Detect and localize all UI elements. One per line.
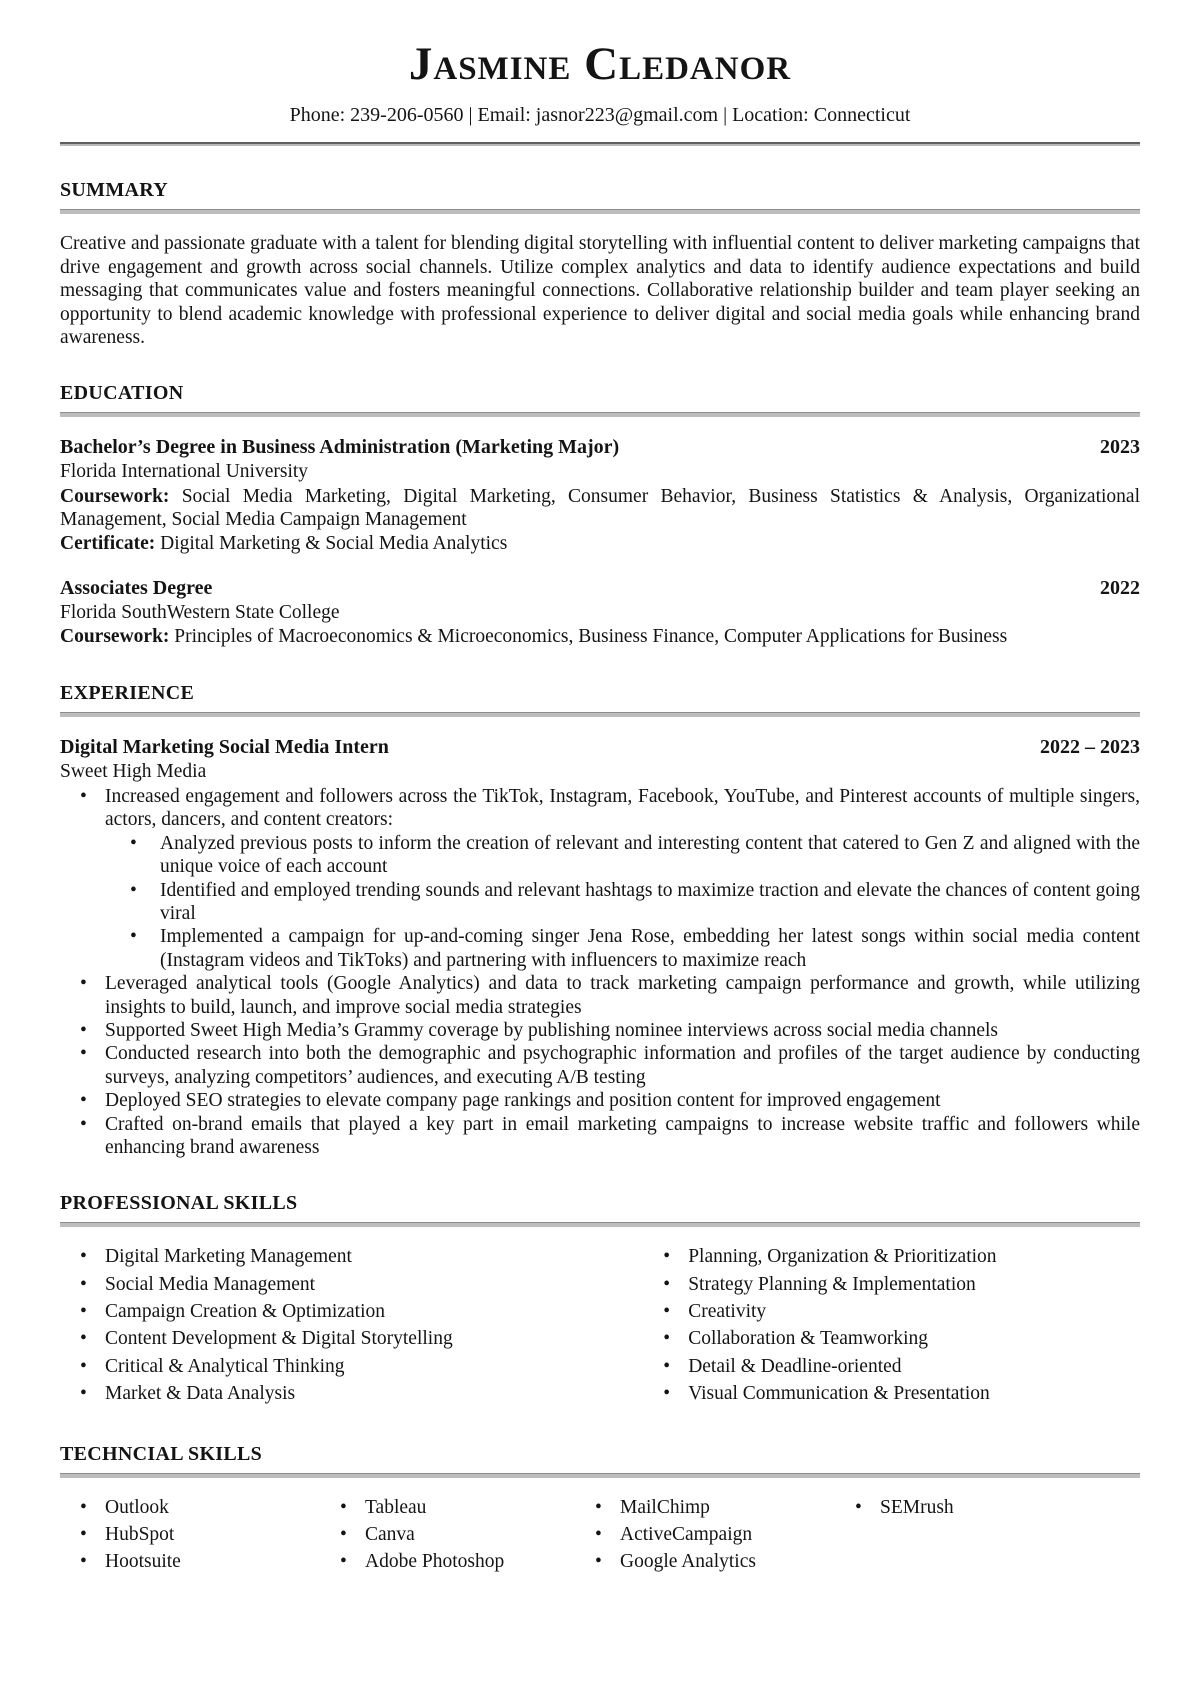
skill-item: • MailChimp: [575, 1496, 835, 1519]
summary-section: [60, 178, 1140, 349]
coursework-line: [60, 625, 1140, 648]
experience-bullet-list: [60, 785, 1140, 1159]
education-heading: EDUCATION: [60, 382, 184, 405]
experience-bullet: • Leveraged analytical tools (Google Analytics) and data to track marketing campaign performance and growth, while utilizing insights to build, launch, and improve social media strategies: [60, 972, 1140, 1019]
experience-sub-bullet: • Identified and employed trending sounds and relevant hashtags to maximize traction and elevate the chances of content going viral: [105, 879, 1140, 926]
skill-item: • Canva: [320, 1523, 575, 1546]
skill-item: • Adobe Photoshop: [320, 1550, 575, 1573]
school-name: Florida SouthWestern State College: [60, 601, 340, 623]
experience-bullet: • Supported Sweet High Media’s Grammy coverage by publishing nominee interviews across social media channels: [60, 1019, 1140, 1042]
skill-item: • Content Development & Digital Storytelling: [60, 1327, 643, 1350]
professional-skills-right-list: [643, 1245, 1140, 1405]
skill-item: • Social Media Management: [60, 1273, 643, 1296]
technical-skills-heading: TECHNCIAL SKILLS: [60, 1442, 263, 1465]
education-entry: [60, 576, 1140, 649]
job-dates: 2022 – 2023: [1040, 735, 1140, 758]
experience-bullet: • Increased engagement and followers across the TikTok, Instagram, Facebook, YouTube, and Pinterest accounts of multiple singers, actors, dancers, and content creators: • Analyzed previous posts to inform the creation of relevant and interesting content that catered to Gen Z and aligned with the unique voice of each account • Identified and employed trending sounds and relevant hashtags to maximize traction and elevate the chances of content going viral • Implemented a campaign for up-and-coming singer Jena Rose, embedding her latest songs within social media content (Instagram videos and TikToks) and partnering with influencers to maximize reach: [60, 785, 1140, 972]
certificate-label: Certificate:: [60, 533, 156, 555]
skill-item: • Detail & Deadline-oriented: [643, 1355, 1140, 1378]
header-divider: [60, 142, 1140, 146]
skill-item: • Creativity: [643, 1300, 1140, 1323]
coursework-line: [60, 485, 1140, 532]
degree-title: Associates Degree: [60, 576, 213, 599]
skill-item: • Planning, Organization & Prioritization: [643, 1245, 1140, 1268]
experience-entry: [60, 735, 1140, 1160]
coursework-text: Social Media Marketing, Digital Marketing, Consumer Behavior, Business Statistics & Analysis, Organizational Management, Social Media Campaign Management: [60, 485, 1140, 531]
skill-item: • Visual Communication & Presentation: [643, 1382, 1140, 1405]
coursework-label: Coursework:: [60, 485, 170, 507]
certificate-line: [60, 532, 1140, 555]
experience-heading: EXPERIENCE: [60, 681, 195, 704]
education-entry: [60, 435, 1140, 556]
skill-item: • Campaign Creation & Optimization: [60, 1300, 643, 1323]
job-title: Digital Marketing Social Media Intern: [60, 735, 389, 758]
coursework-label: Coursework:: [60, 626, 170, 648]
skill-item: • Tableau: [320, 1496, 575, 1519]
experience-sub-bullet: • Implemented a campaign for up-and-coming singer Jena Rose, embedding her latest songs within social media content (Instagram videos and TikToks) and partnering with influencers to maximize reach: [105, 925, 1140, 972]
experience-bullet: • Deployed SEO strategies to elevate company page rankings and position content for improved engagement: [60, 1089, 1140, 1112]
experience-sub-bullet-list: [105, 832, 1140, 972]
summary-paragraph: Creative and passionate graduate with a talent for blending digital storytelling with influential content to deliver marketing campaigns that drive engagement and growth across social channels. Utilize complex analytics and data to identify audience expectations and build messaging that communicates value and fosters meaningful connections. Collaborative relationship builder and team player seeking an opportunity to blend academic knowledge with professional experience to deliver digital and social media goals while enhancing brand awareness.: [60, 233, 1140, 348]
certificate-text: Digital Marketing & Social Media Analytics: [155, 533, 508, 555]
technical-skills-section: [60, 1442, 1140, 1578]
skill-item: • HubSpot: [60, 1523, 320, 1546]
professional-skills-section: [60, 1191, 1140, 1409]
degree-year: 2023: [1100, 436, 1140, 459]
technical-skills-column-3: [575, 1496, 835, 1574]
skill-item: • Critical & Analytical Thinking: [60, 1355, 643, 1378]
professional-skills-divider: [60, 1222, 1140, 1227]
skill-item: • SEMrush: [835, 1496, 1140, 1519]
company-name: Sweet High Media: [60, 760, 207, 782]
education-section: [60, 381, 1140, 648]
skill-item: • Outlook: [60, 1496, 320, 1519]
skill-item: • Market & Data Analysis: [60, 1382, 643, 1405]
technical-skills-column-2: [320, 1496, 575, 1574]
experience-bullet: • Conducted research into both the demographic and psychographic information and profiles of the target audience by conducting surveys, analyzing competitors’ audiences, and executing A/B testing: [60, 1042, 1140, 1089]
candidate-name: Jasmine Cledanor: [408, 38, 792, 90]
experience-sub-bullet: • Analyzed previous posts to inform the creation of relevant and interesting content that catered to Gen Z and aligned with the unique voice of each account: [105, 832, 1140, 879]
experience-bullet: • Crafted on-brand emails that played a key part in email marketing campaigns to increase website traffic and followers while enhancing brand awareness: [60, 1113, 1140, 1160]
skill-item: • Strategy Planning & Implementation: [643, 1273, 1140, 1296]
skill-item: • Digital Marketing Management: [60, 1245, 643, 1268]
skill-item: • Google Analytics: [575, 1550, 835, 1573]
contact-line: Phone: 239-206-0560 | Email: jasnor223@gmail.com | Location: Connecticut: [289, 104, 911, 127]
technical-skills-column-4: [835, 1496, 1140, 1519]
education-divider: [60, 412, 1140, 417]
skill-item: • Collaboration & Teamworking: [643, 1327, 1140, 1350]
experience-divider: [60, 712, 1140, 717]
degree-title: Bachelor’s Degree in Business Administration (Marketing Major): [60, 436, 620, 459]
summary-heading: SUMMARY: [60, 179, 169, 202]
school-name: Florida International University: [60, 461, 309, 483]
professional-skills-heading: PROFESSIONAL SKILLS: [60, 1192, 298, 1215]
technical-skills-column-1: [60, 1496, 320, 1574]
resume-header: [60, 40, 1140, 146]
degree-year: 2022: [1100, 576, 1140, 599]
skill-item: • ActiveCampaign: [575, 1523, 835, 1546]
skill-item: • Hootsuite: [60, 1550, 320, 1573]
experience-section: [60, 681, 1140, 1160]
professional-skills-left-list: [60, 1245, 643, 1405]
summary-divider: [60, 209, 1140, 214]
coursework-text: Principles of Macroeconomics & Microeconomics, Business Finance, Computer Applications for Business: [169, 626, 1008, 648]
technical-skills-divider: [60, 1473, 1140, 1478]
